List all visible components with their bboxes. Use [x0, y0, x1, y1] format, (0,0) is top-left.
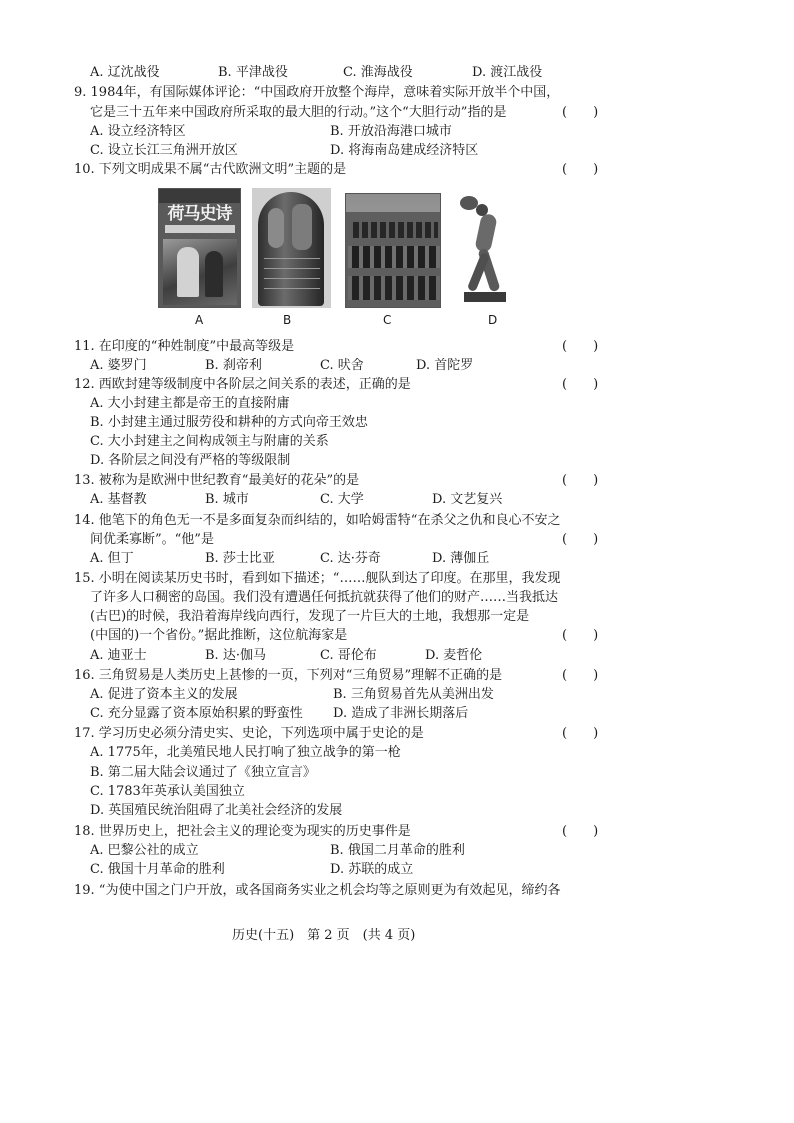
q15-stem-line4: (中国的)一个省份。”据此推断，这位航海家是 [90, 628, 348, 643]
q12-option-b: B. 小封建主通过服劳役和耕种的方式向帝王效忠 [90, 415, 368, 430]
book-cover-title: 荷马史诗 [167, 204, 232, 224]
q17-option-d: D. 英国殖民统治阻碍了北美社会经济的发展 [90, 803, 343, 818]
q17-answer-blank: ( ) [562, 726, 599, 741]
q19-stem-line1: 19. “为使中国之门户开放，或各国商务实业之机会均等之原则更为有效起见，缔约各 [74, 883, 561, 898]
q15-stem-line1: 15. 小明在阅读某历史书时，看到如下描述；“……舰队到达了印度。在那里，我发现 [74, 571, 561, 586]
q12-answer-blank: ( ) [562, 377, 599, 392]
q14-stem-line2: 间优柔寡断”。“他”是 [90, 532, 214, 547]
q15-option-b: B. 达·伽马 [205, 648, 266, 663]
q18-option-a: A. 巴黎公社的成立 [90, 843, 199, 858]
q9-answer-blank: ( ) [562, 105, 599, 120]
q8-option-a: A. 辽沈战役 [90, 65, 160, 80]
q9-option-a: A. 设立经济特区 [90, 124, 186, 139]
q12-stem: 12. 西欧封建等级制度中各阶层之间关系的表述，正确的是 [74, 377, 411, 392]
q11-option-a: A. 婆罗门 [90, 358, 147, 373]
q14-option-d: D. 薄伽丘 [432, 551, 490, 566]
q10-stem: 10. 下列文明成果不属“古代欧洲文明”主题的是 [74, 162, 347, 177]
q11-option-c: C. 吠舍 [320, 358, 364, 373]
image-label-b: B [283, 313, 292, 327]
q8-option-c: C. 淮海战役 [343, 65, 413, 80]
q13-answer-blank: ( ) [562, 473, 599, 488]
q9-stem-line2: 它是三十五年来中国政府所采取的最大胆的行动。”这个“大胆行动”指的是 [90, 105, 507, 120]
q13-option-b: B. 城市 [205, 492, 249, 507]
q17-option-b: B. 第二届大陆会议通过了《独立宣言》 [90, 765, 316, 780]
q15-stem-line2: 了许多人口稠密的岛国。我们没有遭遇任何抵抗就获得了他们的财产……当我抵达 [90, 590, 559, 605]
q14-option-b: B. 莎士比亚 [205, 551, 275, 566]
q15-option-c: C. 哥伦布 [320, 648, 377, 663]
q12-option-d: D. 各阶层之间没有严格的等级限制 [90, 453, 291, 468]
q16-stem: 16. 三角贸易是人类历史上甚惨的一页，下列对“三角贸易”理解不正确的是 [74, 668, 503, 683]
q13-option-c: C. 大学 [320, 492, 364, 507]
q16-option-d: D. 造成了非洲长期落后 [333, 706, 469, 721]
q12-option-a: A. 大小封建主都是帝王的直接附庸 [90, 396, 290, 411]
homer-epic-book-cover-image [158, 188, 241, 308]
q16-answer-blank: ( ) [562, 668, 599, 683]
q12-option-c: C. 大小封建主之间构成领主与附庸的关系 [90, 434, 329, 449]
q9-option-d: D. 将海南岛建成经济特区 [330, 143, 479, 158]
discobolus-statue-image [456, 190, 512, 308]
image-label-a: A [195, 313, 204, 327]
q18-option-b: B. 俄国二月革命的胜利 [330, 843, 465, 858]
image-label-d: D [488, 313, 498, 327]
q15-answer-blank: ( ) [562, 628, 599, 643]
q16-option-b: B. 三角贸易首先从美洲出发 [333, 687, 494, 702]
q9-option-b: B. 开放沿海港口城市 [330, 124, 452, 139]
q14-option-c: C. 达·芬奇 [320, 551, 381, 566]
q16-option-c: C. 充分显露了资本原始积累的野蛮性 [90, 706, 303, 721]
q18-option-d: D. 苏联的成立 [330, 862, 414, 877]
q16-option-a: A. 促进了资本主义的发展 [90, 687, 238, 702]
q11-answer-blank: ( ) [562, 339, 599, 354]
q8-option-d: D. 渡江战役 [472, 65, 543, 80]
q13-option-d: D. 文艺复兴 [432, 492, 503, 507]
q15-stem-line3: (古巴)的时候，我沿着海岸线向西行，发现了一片巨大的土地，我想那一定是 [90, 609, 530, 624]
q9-option-c: C. 设立长江三角洲开放区 [90, 143, 238, 158]
q13-stem: 13. 被称为是欧洲中世纪教育“最美好的花朵”的是 [74, 473, 360, 488]
q14-answer-blank: ( ) [562, 532, 599, 547]
image-label-c: C [383, 313, 392, 327]
q15-option-a: A. 迪亚士 [90, 648, 147, 663]
q17-option-c: C. 1783年英承认美国独立 [90, 784, 245, 799]
colosseum-image [345, 193, 441, 308]
q18-option-c: C. 俄国十月革命的胜利 [90, 862, 225, 877]
q18-stem: 18. 世界历史上，把社会主义的理论变为现实的历史事件是 [74, 824, 411, 839]
q13-option-a: A. 基督教 [90, 492, 147, 507]
page-footer: 历史(十五) 第 2 页 (共 4 页) [232, 928, 416, 943]
q10-answer-blank: ( ) [562, 162, 599, 177]
q11-option-b: B. 刹帝利 [205, 358, 262, 373]
q14-option-a: A. 但丁 [90, 551, 134, 566]
q11-stem: 11. 在印度的“种姓制度”中最高等级是 [74, 339, 295, 354]
q14-stem-line1: 14. 他笔下的角色无一不是多面复杂而纠结的，如哈姆雷特“在杀父之仇和良心不安之 [74, 513, 561, 528]
q8-option-b: B. 平津战役 [218, 65, 288, 80]
q18-answer-blank: ( ) [562, 824, 599, 839]
q17-stem: 17. 学习历史必须分清史实、史论，下列选项中属于史论的是 [74, 726, 424, 741]
q15-option-d: D. 麦哲伦 [425, 648, 483, 663]
q11-option-d: D. 首陀罗 [416, 358, 474, 373]
q17-option-a: A. 1775年，北美殖民地人民打响了独立战争的第一枪 [90, 745, 401, 760]
hammurabi-stele-image [252, 188, 331, 308]
q9-stem-line1: 9. 1984年，有国际媒体评论：“中国政府开放整个海岸，意味着实际开放半个中国， [74, 85, 560, 100]
